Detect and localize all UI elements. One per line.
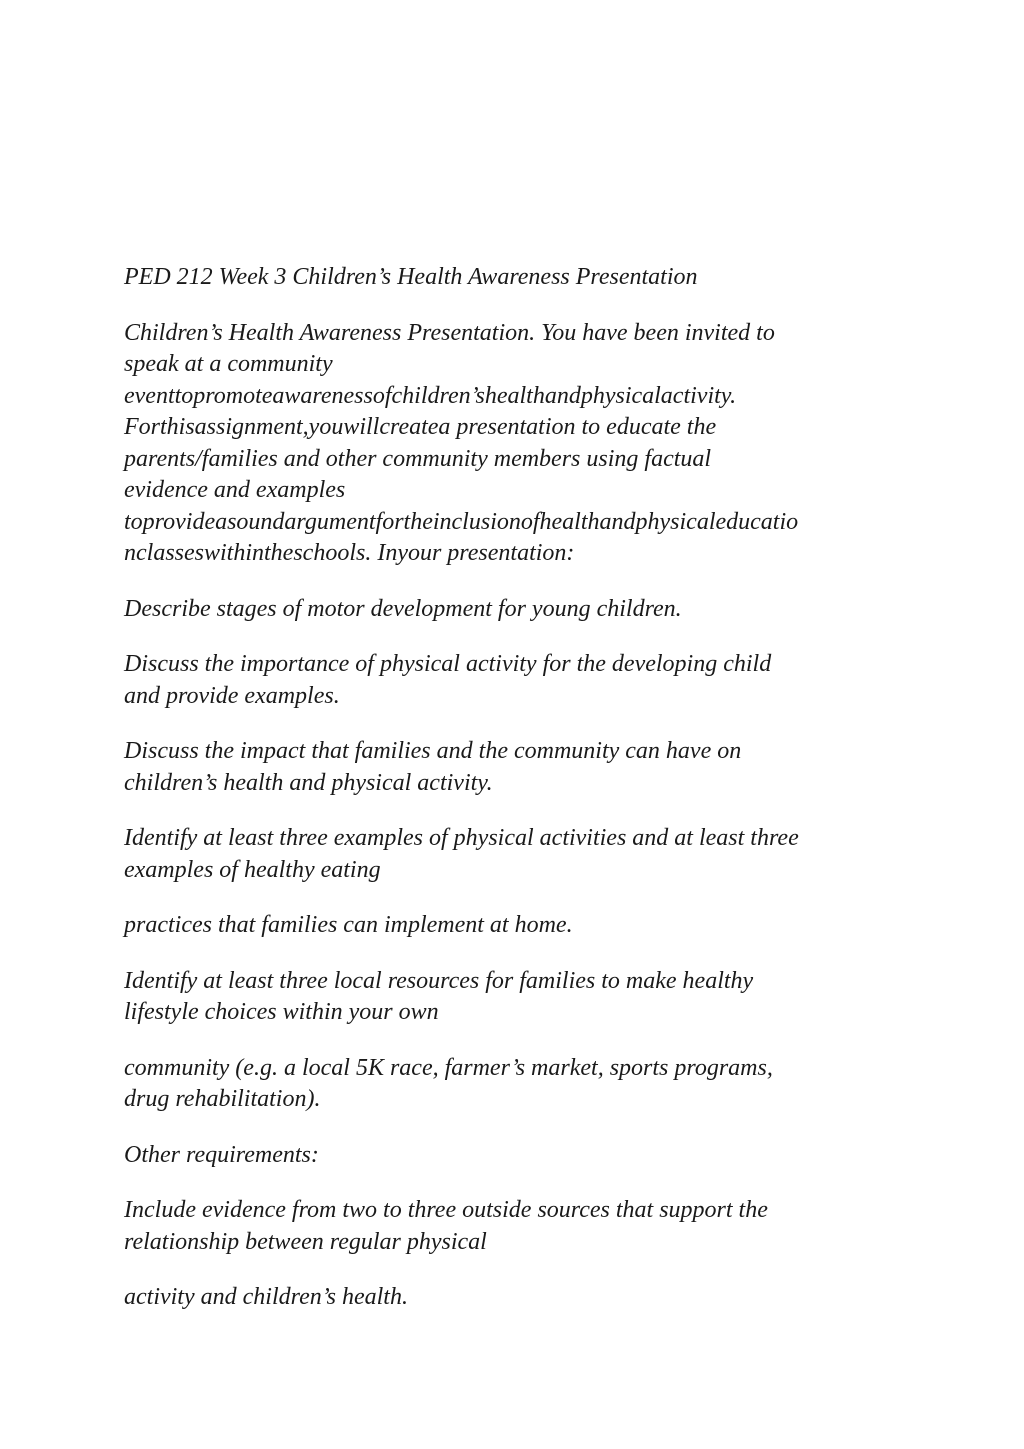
- requirement-motor-development: Describe stages of motor development for young children.: [124, 595, 682, 622]
- requirement-physical-activity-importance: Discuss the importance of physical activity for the developing child and provide examples.: [124, 651, 772, 709]
- requirement-local-resources: Identify at least three local resources for families to make healthy lifestyle choices within your own: [124, 967, 754, 1025]
- document-title: PED 212 Week 3 Children’s Health Awareness Presentation: [124, 264, 698, 290]
- document-body: [124, 262, 904, 1338]
- requirement-outside-sources-cont: activity and children’s health.: [124, 1284, 408, 1310]
- requirement-local-resources-cont: community (e.g. a local 5K race, farmer’s market, sports programs, drug rehabilitation).: [124, 1054, 773, 1112]
- requirement-family-community-impact: Discuss the impact that families and the community can have on children’s health and physical activity.: [124, 738, 742, 796]
- other-requirements-heading: Other requirements:: [124, 1141, 319, 1168]
- requirement-activity-eating-examples: Identify at least three examples of physical activities and at least three examples of healthy eating: [124, 825, 799, 883]
- requirement-outside-sources: Include evidence from two to three outside sources that support the relationship between regular physical: [124, 1197, 768, 1255]
- requirement-activity-eating-examples-cont: practices that families can implement at home.: [124, 912, 573, 938]
- intro-paragraph: Children’s Health Awareness Presentation. You have been invited to speak at a community eventtopromoteawarenessofchildren’shealthandphysicalactivity. Forthisassignment,youwillcreatea presentation to educate the parents/families and other community members using factual evidence and examples toprovideasoundargumentfortheinclusionofhealthandphysicaleducatio nclasseswithintheschools. Inyour presentation:: [124, 319, 799, 566]
